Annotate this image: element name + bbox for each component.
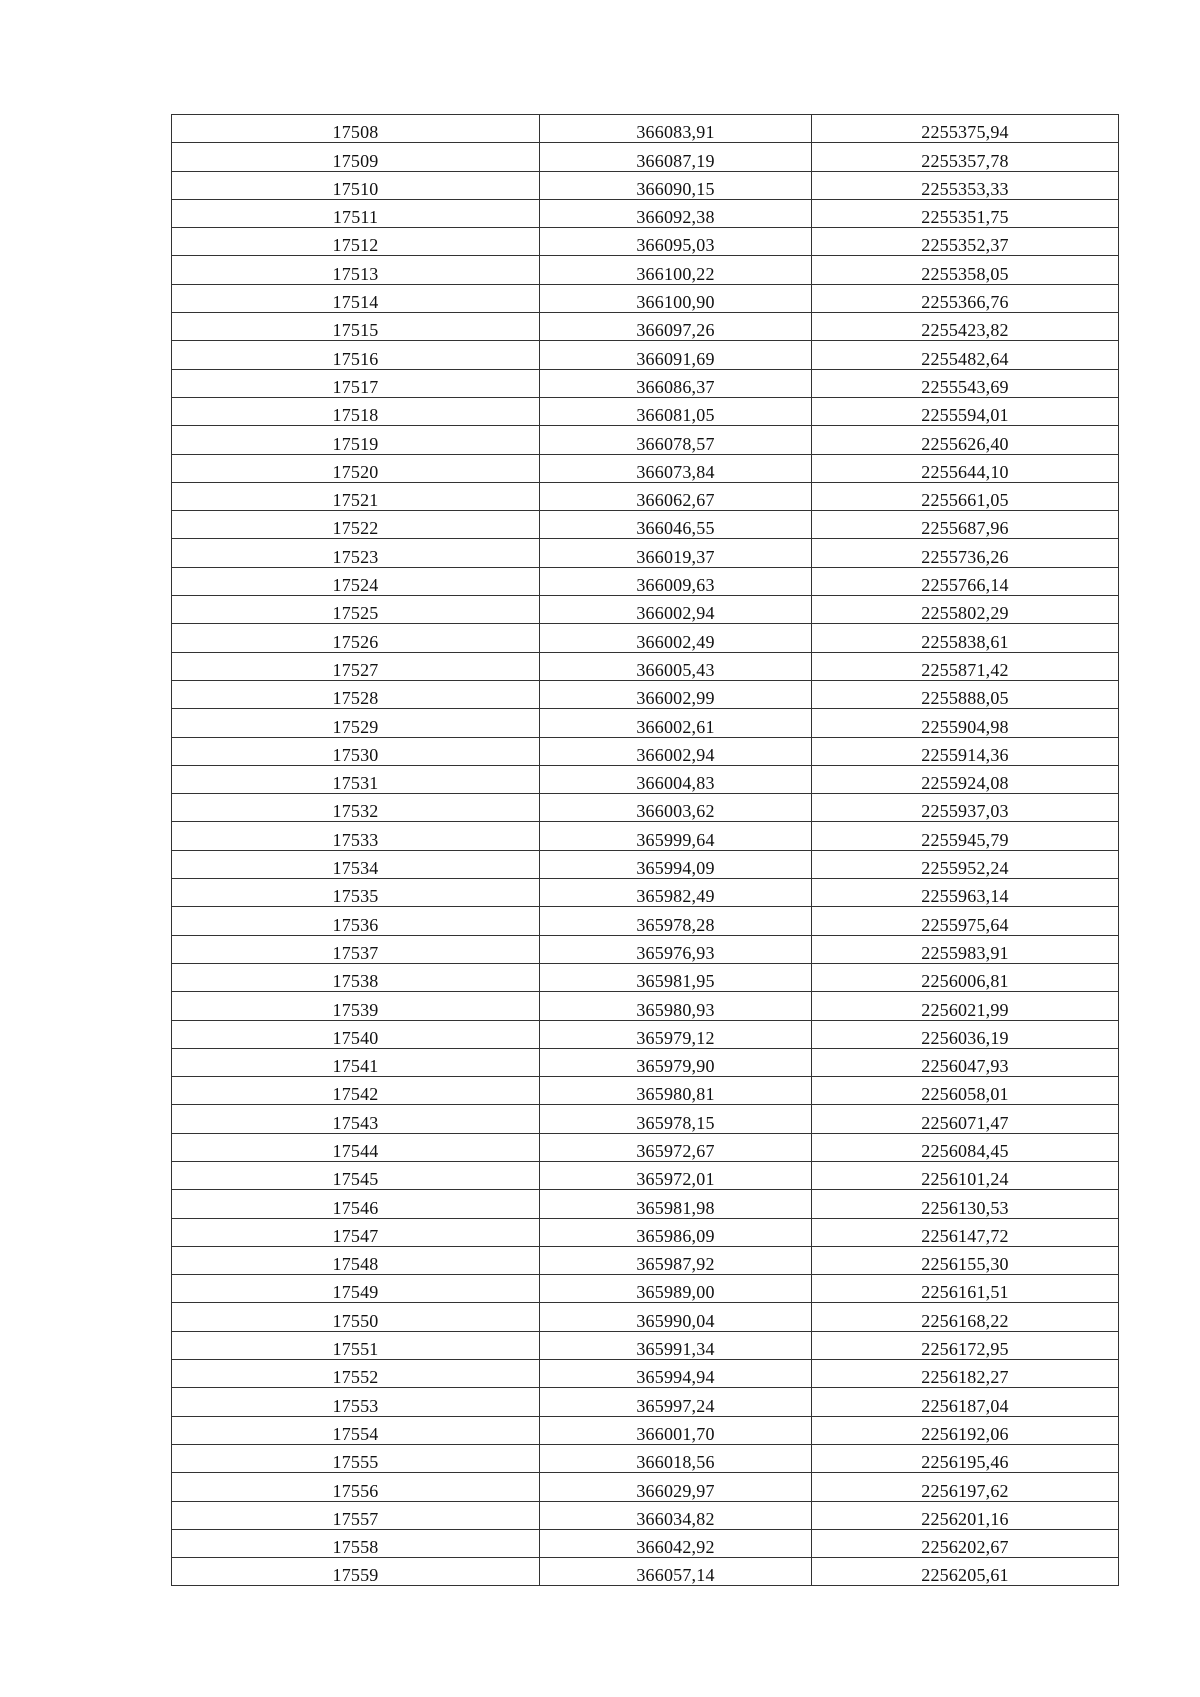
y-coordinate-cell: 2255983,91 [812, 935, 1119, 963]
table-row [172, 1501, 1119, 1529]
point-number-cell: 17511 [172, 199, 540, 227]
table-row [172, 454, 1119, 482]
table-row [172, 963, 1119, 991]
x-coordinate-cell: 365981,98 [540, 1190, 812, 1218]
y-coordinate-cell: 2255423,82 [812, 313, 1119, 341]
point-number-cell: 17553 [172, 1388, 540, 1416]
table-row [172, 1473, 1119, 1501]
x-coordinate-cell: 366087,19 [540, 143, 812, 171]
table-row [172, 397, 1119, 425]
point-number-cell: 17534 [172, 850, 540, 878]
x-coordinate-cell: 366095,03 [540, 228, 812, 256]
point-number-cell: 17547 [172, 1218, 540, 1246]
point-number-cell: 17517 [172, 369, 540, 397]
y-coordinate-cell: 2255888,05 [812, 680, 1119, 708]
point-number-cell: 17550 [172, 1303, 540, 1331]
table-row [172, 115, 1119, 143]
point-number-cell: 17518 [172, 397, 540, 425]
point-number-cell: 17514 [172, 284, 540, 312]
y-coordinate-cell: 2255358,05 [812, 256, 1119, 284]
y-coordinate-cell: 2256006,81 [812, 963, 1119, 991]
x-coordinate-cell: 366004,83 [540, 765, 812, 793]
x-coordinate-cell: 365999,64 [540, 822, 812, 850]
y-coordinate-cell: 2255357,78 [812, 143, 1119, 171]
point-number-cell: 17557 [172, 1501, 540, 1529]
y-coordinate-cell: 2255644,10 [812, 454, 1119, 482]
y-coordinate-cell: 2256197,62 [812, 1473, 1119, 1501]
y-coordinate-cell: 2255952,24 [812, 850, 1119, 878]
x-coordinate-cell: 366062,67 [540, 482, 812, 510]
point-number-cell: 17533 [172, 822, 540, 850]
y-coordinate-cell: 2256130,53 [812, 1190, 1119, 1218]
point-number-cell: 17549 [172, 1275, 540, 1303]
point-number-cell: 17530 [172, 737, 540, 765]
x-coordinate-cell: 366003,62 [540, 794, 812, 822]
y-coordinate-cell: 2255766,14 [812, 567, 1119, 595]
table-row [172, 709, 1119, 737]
table-row [172, 879, 1119, 907]
table-row [172, 539, 1119, 567]
point-number-cell: 17535 [172, 879, 540, 907]
y-coordinate-cell: 2256071,47 [812, 1105, 1119, 1133]
x-coordinate-cell: 366097,26 [540, 313, 812, 341]
point-number-cell: 17548 [172, 1246, 540, 1274]
table-row [172, 1020, 1119, 1048]
table-row [172, 765, 1119, 793]
point-number-cell: 17541 [172, 1048, 540, 1076]
y-coordinate-cell: 2256058,01 [812, 1077, 1119, 1105]
x-coordinate-cell: 366091,69 [540, 341, 812, 369]
table-row [172, 567, 1119, 595]
x-coordinate-cell: 365976,93 [540, 935, 812, 963]
y-coordinate-cell: 2256182,27 [812, 1360, 1119, 1388]
y-coordinate-cell: 2255937,03 [812, 794, 1119, 822]
point-number-cell: 17529 [172, 709, 540, 737]
point-number-cell: 17543 [172, 1105, 540, 1133]
table-row [172, 822, 1119, 850]
y-coordinate-cell: 2256201,16 [812, 1501, 1119, 1529]
y-coordinate-cell: 2256021,99 [812, 992, 1119, 1020]
y-coordinate-cell: 2255594,01 [812, 397, 1119, 425]
x-coordinate-cell: 366002,99 [540, 680, 812, 708]
point-number-cell: 17556 [172, 1473, 540, 1501]
coordinates-table-body [172, 115, 1119, 1586]
x-coordinate-cell: 366078,57 [540, 426, 812, 454]
point-number-cell: 17524 [172, 567, 540, 595]
x-coordinate-cell: 365991,34 [540, 1331, 812, 1359]
table-row [172, 1275, 1119, 1303]
x-coordinate-cell: 366029,97 [540, 1473, 812, 1501]
x-coordinate-cell: 365972,67 [540, 1133, 812, 1161]
x-coordinate-cell: 366057,14 [540, 1558, 812, 1586]
y-coordinate-cell: 2256192,06 [812, 1416, 1119, 1444]
table-row [172, 482, 1119, 510]
table-row [172, 794, 1119, 822]
y-coordinate-cell: 2255482,64 [812, 341, 1119, 369]
y-coordinate-cell: 2255661,05 [812, 482, 1119, 510]
point-number-cell: 17559 [172, 1558, 540, 1586]
table-row [172, 992, 1119, 1020]
x-coordinate-cell: 366042,92 [540, 1529, 812, 1557]
x-coordinate-cell: 366002,49 [540, 624, 812, 652]
point-number-cell: 17527 [172, 652, 540, 680]
x-coordinate-cell: 365994,09 [540, 850, 812, 878]
table-row [172, 624, 1119, 652]
x-coordinate-cell: 366100,90 [540, 284, 812, 312]
x-coordinate-cell: 365987,92 [540, 1246, 812, 1274]
x-coordinate-cell: 365997,24 [540, 1388, 812, 1416]
x-coordinate-cell: 366002,94 [540, 596, 812, 624]
table-row [172, 1529, 1119, 1557]
y-coordinate-cell: 2255838,61 [812, 624, 1119, 652]
table-row [172, 850, 1119, 878]
table-row [172, 935, 1119, 963]
point-number-cell: 17555 [172, 1444, 540, 1472]
point-number-cell: 17528 [172, 680, 540, 708]
table-row [172, 199, 1119, 227]
point-number-cell: 17536 [172, 907, 540, 935]
point-number-cell: 17540 [172, 1020, 540, 1048]
point-number-cell: 17521 [172, 482, 540, 510]
y-coordinate-cell: 2255543,69 [812, 369, 1119, 397]
table-row [172, 1190, 1119, 1218]
point-number-cell: 17516 [172, 341, 540, 369]
table-row [172, 1444, 1119, 1472]
point-number-cell: 17509 [172, 143, 540, 171]
x-coordinate-cell: 366002,61 [540, 709, 812, 737]
y-coordinate-cell: 2256202,67 [812, 1529, 1119, 1557]
x-coordinate-cell: 365989,00 [540, 1275, 812, 1303]
y-coordinate-cell: 2256101,24 [812, 1161, 1119, 1189]
x-coordinate-cell: 365990,04 [540, 1303, 812, 1331]
point-number-cell: 17531 [172, 765, 540, 793]
y-coordinate-cell: 2255736,26 [812, 539, 1119, 567]
y-coordinate-cell: 2255687,96 [812, 511, 1119, 539]
point-number-cell: 17512 [172, 228, 540, 256]
x-coordinate-cell: 365972,01 [540, 1161, 812, 1189]
point-number-cell: 17515 [172, 313, 540, 341]
table-row [172, 1218, 1119, 1246]
table-row [172, 1558, 1119, 1586]
x-coordinate-cell: 366019,37 [540, 539, 812, 567]
table-row [172, 1077, 1119, 1105]
point-number-cell: 17513 [172, 256, 540, 284]
table-row [172, 143, 1119, 171]
y-coordinate-cell: 2256084,45 [812, 1133, 1119, 1161]
point-number-cell: 17526 [172, 624, 540, 652]
x-coordinate-cell: 365982,49 [540, 879, 812, 907]
table-row [172, 256, 1119, 284]
y-coordinate-cell: 2256195,46 [812, 1444, 1119, 1472]
table-row [172, 1303, 1119, 1331]
y-coordinate-cell: 2256161,51 [812, 1275, 1119, 1303]
y-coordinate-cell: 2255904,98 [812, 709, 1119, 737]
x-coordinate-cell: 365994,94 [540, 1360, 812, 1388]
y-coordinate-cell: 2255871,42 [812, 652, 1119, 680]
table-row [172, 1331, 1119, 1359]
point-number-cell: 17544 [172, 1133, 540, 1161]
table-row [172, 426, 1119, 454]
y-coordinate-cell: 2256147,72 [812, 1218, 1119, 1246]
table-row [172, 1048, 1119, 1076]
x-coordinate-cell: 365978,28 [540, 907, 812, 935]
y-coordinate-cell: 2255802,29 [812, 596, 1119, 624]
point-number-cell: 17522 [172, 511, 540, 539]
y-coordinate-cell: 2256047,93 [812, 1048, 1119, 1076]
y-coordinate-cell: 2256155,30 [812, 1246, 1119, 1274]
x-coordinate-cell: 366073,84 [540, 454, 812, 482]
table-row [172, 1161, 1119, 1189]
y-coordinate-cell: 2255924,08 [812, 765, 1119, 793]
y-coordinate-cell: 2255352,37 [812, 228, 1119, 256]
table-row [172, 1388, 1119, 1416]
table-row [172, 1105, 1119, 1133]
table-row [172, 907, 1119, 935]
y-coordinate-cell: 2255963,14 [812, 879, 1119, 907]
table-row [172, 1360, 1119, 1388]
x-coordinate-cell: 365979,90 [540, 1048, 812, 1076]
x-coordinate-cell: 365978,15 [540, 1105, 812, 1133]
table-row [172, 284, 1119, 312]
table-row [172, 511, 1119, 539]
y-coordinate-cell: 2255914,36 [812, 737, 1119, 765]
point-number-cell: 17523 [172, 539, 540, 567]
point-number-cell: 17554 [172, 1416, 540, 1444]
table-row [172, 171, 1119, 199]
x-coordinate-cell: 366001,70 [540, 1416, 812, 1444]
x-coordinate-cell: 366018,56 [540, 1444, 812, 1472]
table-row [172, 1246, 1119, 1274]
x-coordinate-cell: 366081,05 [540, 397, 812, 425]
y-coordinate-cell: 2256036,19 [812, 1020, 1119, 1048]
x-coordinate-cell: 366090,15 [540, 171, 812, 199]
x-coordinate-cell: 365980,81 [540, 1077, 812, 1105]
point-number-cell: 17510 [172, 171, 540, 199]
y-coordinate-cell: 2256187,04 [812, 1388, 1119, 1416]
point-number-cell: 17519 [172, 426, 540, 454]
y-coordinate-cell: 2256205,61 [812, 1558, 1119, 1586]
x-coordinate-cell: 365986,09 [540, 1218, 812, 1246]
x-coordinate-cell: 366092,38 [540, 199, 812, 227]
table-row [172, 369, 1119, 397]
x-coordinate-cell: 365981,95 [540, 963, 812, 991]
y-coordinate-cell: 2255945,79 [812, 822, 1119, 850]
table-row [172, 1416, 1119, 1444]
point-number-cell: 17546 [172, 1190, 540, 1218]
y-coordinate-cell: 2255626,40 [812, 426, 1119, 454]
table-row [172, 652, 1119, 680]
point-number-cell: 17539 [172, 992, 540, 1020]
x-coordinate-cell: 366100,22 [540, 256, 812, 284]
point-number-cell: 17537 [172, 935, 540, 963]
point-number-cell: 17525 [172, 596, 540, 624]
point-number-cell: 17520 [172, 454, 540, 482]
point-number-cell: 17538 [172, 963, 540, 991]
y-coordinate-cell: 2255353,33 [812, 171, 1119, 199]
x-coordinate-cell: 366034,82 [540, 1501, 812, 1529]
table-row [172, 341, 1119, 369]
x-coordinate-cell: 366083,91 [540, 115, 812, 143]
x-coordinate-cell: 365980,93 [540, 992, 812, 1020]
table-row [172, 596, 1119, 624]
point-number-cell: 17532 [172, 794, 540, 822]
x-coordinate-cell: 366086,37 [540, 369, 812, 397]
y-coordinate-cell: 2255351,75 [812, 199, 1119, 227]
y-coordinate-cell: 2255975,64 [812, 907, 1119, 935]
coordinates-table [171, 114, 1119, 1586]
x-coordinate-cell: 365979,12 [540, 1020, 812, 1048]
point-number-cell: 17558 [172, 1529, 540, 1557]
y-coordinate-cell: 2255375,94 [812, 115, 1119, 143]
table-row [172, 680, 1119, 708]
point-number-cell: 17542 [172, 1077, 540, 1105]
point-number-cell: 17552 [172, 1360, 540, 1388]
y-coordinate-cell: 2256172,95 [812, 1331, 1119, 1359]
table-row [172, 737, 1119, 765]
table-row [172, 228, 1119, 256]
table-row [172, 1133, 1119, 1161]
point-number-cell: 17508 [172, 115, 540, 143]
x-coordinate-cell: 366002,94 [540, 737, 812, 765]
x-coordinate-cell: 366009,63 [540, 567, 812, 595]
x-coordinate-cell: 366005,43 [540, 652, 812, 680]
x-coordinate-cell: 366046,55 [540, 511, 812, 539]
table-row [172, 313, 1119, 341]
point-number-cell: 17551 [172, 1331, 540, 1359]
y-coordinate-cell: 2255366,76 [812, 284, 1119, 312]
y-coordinate-cell: 2256168,22 [812, 1303, 1119, 1331]
point-number-cell: 17545 [172, 1161, 540, 1189]
